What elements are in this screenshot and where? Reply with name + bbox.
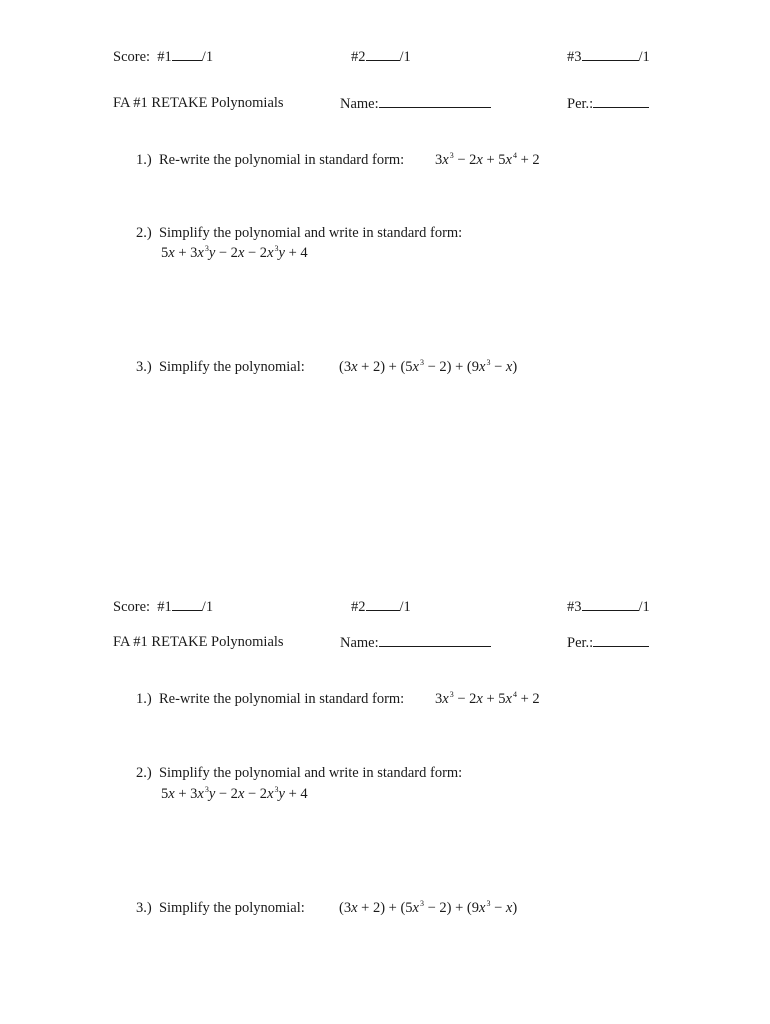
q2-expression: $5x + 3x^3y - 2x - 2x^3y + 4$ <box>161 785 308 802</box>
score-line-1 <box>113 47 213 66</box>
score-denom-1: /1 <box>201 599 214 615</box>
question-text: Simplify the polynomial and write in standard form: <box>158 225 463 241</box>
name-label: Name: <box>340 635 379 651</box>
score-blank-2[interactable] <box>366 47 400 61</box>
question-number: 1.) <box>136 152 152 168</box>
score-item-3: #3 <box>567 49 582 65</box>
q1-expression: $3x^3 - 2x + 5x^4 + 2$ <box>435 690 540 707</box>
question-text: Re-write the polynomial in standard form: <box>158 152 405 168</box>
question-2 <box>136 224 462 242</box>
quiz-title: FA #1 RETAKE Polynomials <box>113 95 284 111</box>
question-number: 2.) <box>136 225 152 241</box>
question-text: Simplify the polynomial and write in standard form: <box>158 765 463 781</box>
score-denom-1: /1 <box>201 49 214 65</box>
score-label: Score: <box>113 49 151 65</box>
question-3 <box>136 358 305 376</box>
score-item-1: #1 <box>157 599 172 615</box>
score-item-2: #2 <box>351 49 366 65</box>
score-blank-3[interactable] <box>582 47 639 61</box>
score-line-1 <box>113 597 213 616</box>
score-denom-2: /1 <box>399 49 411 65</box>
question-text: Simplify the polynomial: <box>158 900 305 916</box>
quiz-title: FA #1 RETAKE Polynomials <box>113 634 284 650</box>
quiz-sheet-bottom <box>0 550 770 970</box>
q2-expression: $5x + 3x^3y - 2x - 2x^3y + 4$ <box>161 244 308 261</box>
question-2 <box>136 764 462 782</box>
question-text: Simplify the polynomial: <box>158 359 305 375</box>
question-number: 3.) <box>136 900 152 916</box>
score-blank-1[interactable] <box>172 597 202 611</box>
q3-expression: $(3x + 2) + (5x^3 - 2) + (9x^3 - x)$ <box>339 358 518 375</box>
period-label: Per.: <box>567 635 594 651</box>
score-denom-2: /1 <box>399 599 411 615</box>
quiz-sheet-top <box>0 0 770 420</box>
period-line <box>567 633 649 652</box>
name-blank[interactable] <box>379 94 491 108</box>
score-blank-3[interactable] <box>582 597 639 611</box>
name-line <box>340 94 491 113</box>
period-blank[interactable] <box>593 633 649 647</box>
q1-expression: $3x^3 - 2x + 5x^4 + 2$ <box>435 151 540 168</box>
question-1 <box>136 151 404 169</box>
q3-expression: $(3x + 2) + (5x^3 - 2) + (9x^3 - x)$ <box>339 899 518 916</box>
score-label: Score: <box>113 599 151 615</box>
period-blank[interactable] <box>593 94 649 108</box>
score-line-2 <box>351 47 411 66</box>
score-line-2 <box>351 597 411 616</box>
score-denom-3: /1 <box>638 599 650 615</box>
question-1 <box>136 690 404 708</box>
score-item-3: #3 <box>567 599 582 615</box>
question-number: 3.) <box>136 359 152 375</box>
question-3 <box>136 899 305 917</box>
score-item-1: #1 <box>157 49 172 65</box>
score-item-2: #2 <box>351 599 366 615</box>
period-label: Per.: <box>567 96 594 112</box>
score-line-3 <box>567 597 650 616</box>
name-label: Name: <box>340 96 379 112</box>
name-blank[interactable] <box>379 633 491 647</box>
score-line-3 <box>567 47 650 66</box>
name-line <box>340 633 491 652</box>
score-blank-1[interactable] <box>172 47 202 61</box>
score-blank-2[interactable] <box>366 597 400 611</box>
question-number: 2.) <box>136 765 152 781</box>
question-text: Re-write the polynomial in standard form: <box>158 691 405 707</box>
period-line <box>567 94 649 113</box>
question-number: 1.) <box>136 691 152 707</box>
score-denom-3: /1 <box>638 49 650 65</box>
